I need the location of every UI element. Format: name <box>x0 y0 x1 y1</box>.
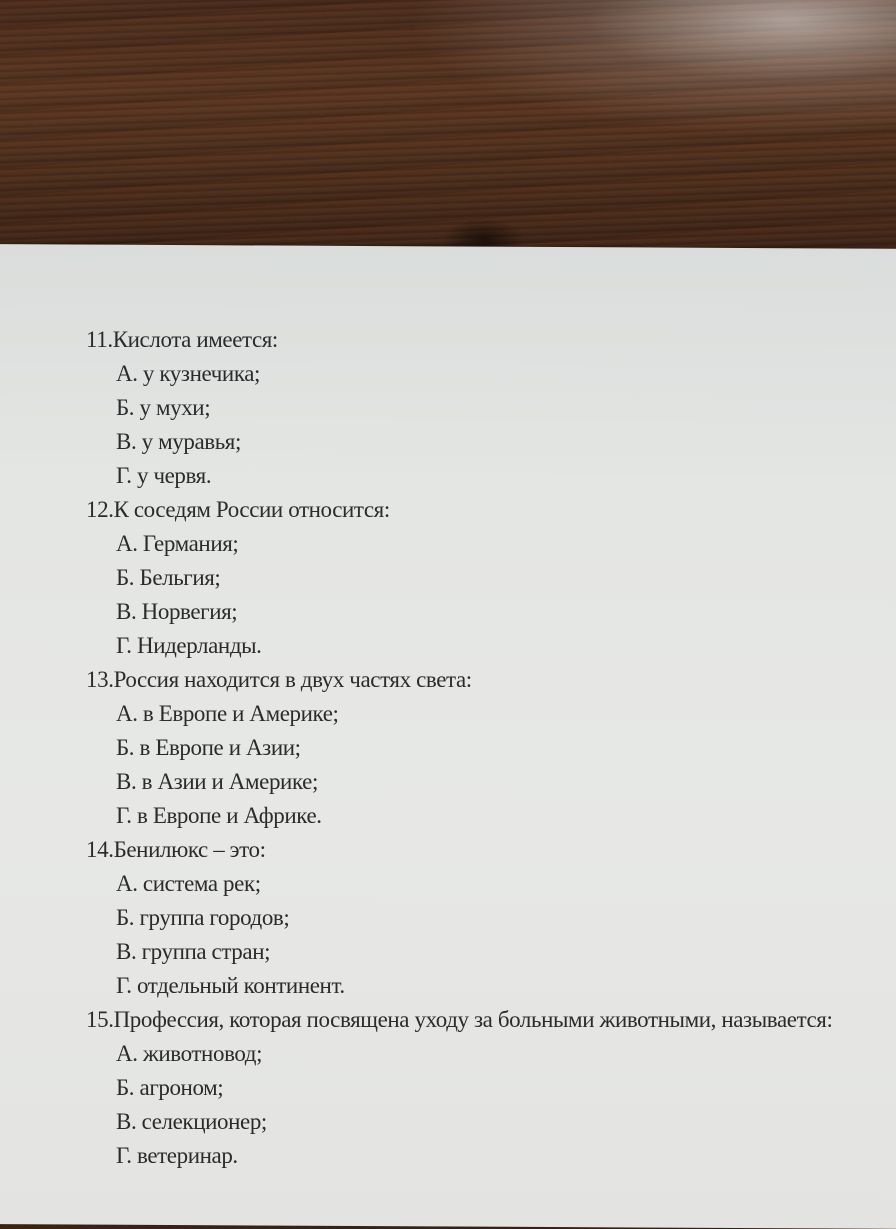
question-list <box>86 323 876 1173</box>
question-12 <box>86 493 876 663</box>
question-text <box>86 833 876 867</box>
answer-option: Б. Бельгия; <box>116 565 221 590</box>
question-number: 14. <box>86 837 114 862</box>
question-number: 11. <box>86 327 113 352</box>
answer-option: А. у кузнечика; <box>116 361 261 386</box>
question-prompt: К соседям России относится: <box>113 497 390 522</box>
answer-option: Г. в Европе и Африке. <box>116 803 322 828</box>
question-number: 15. <box>86 1007 114 1032</box>
question-13 <box>86 663 876 833</box>
question-text <box>86 493 876 527</box>
question-prompt: Профессия, которая посвящена уходу за больными животными, называется: <box>113 1007 833 1032</box>
question-15 <box>86 1003 876 1173</box>
answer-option: А. система рек; <box>116 871 261 896</box>
question-number: 12. <box>86 497 114 522</box>
answer-option: Г. отдельный континент. <box>116 973 345 998</box>
answer-option: Б. группа городов; <box>116 905 290 930</box>
question-text <box>86 1003 876 1037</box>
answer-option: В. у муравья; <box>116 429 241 454</box>
question-14 <box>86 833 876 1003</box>
question-11 <box>86 323 876 493</box>
answer-option: Г. Нидерланды. <box>116 633 262 658</box>
answer-option: В. в Азии и Америке; <box>116 769 318 794</box>
question-prompt: Кислота имеется: <box>112 327 278 352</box>
answer-option: В. селекционер; <box>116 1109 267 1134</box>
question-prompt: Россия находится в двух частях света: <box>113 667 472 692</box>
answer-option: А. в Европе и Америке; <box>116 701 339 726</box>
answer-option: А. Германия; <box>116 531 239 556</box>
answer-option: В. Норвегия; <box>116 599 238 624</box>
wooden-desk <box>0 0 896 260</box>
answer-option: Б. у мухи; <box>116 395 211 420</box>
answer-option: Б. в Европе и Азии; <box>116 735 301 760</box>
answer-option: Б. агроном; <box>116 1075 224 1100</box>
question-text <box>86 663 876 697</box>
answer-option: Г. у червя. <box>116 463 212 488</box>
question-prompt: Бенилюкс – это: <box>113 837 266 862</box>
answer-option: А. животновод; <box>116 1041 263 1066</box>
question-number: 13. <box>86 667 114 692</box>
answer-option: Г. ветеринар. <box>116 1143 238 1168</box>
question-text <box>86 323 876 357</box>
answer-option: В. группа стран; <box>116 939 271 964</box>
